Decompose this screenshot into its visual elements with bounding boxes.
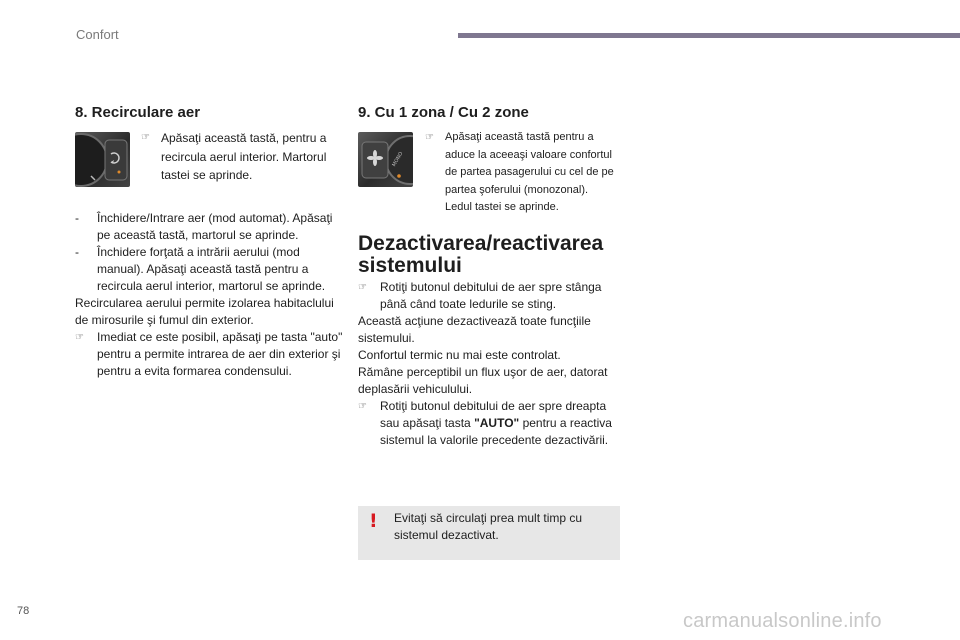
paragraph: Recircularea aerului permite izolarea habitaclului de mirosurile şi fumul din exterior.	[75, 296, 334, 327]
pointing-hand-icon: ☞	[141, 132, 150, 143]
paragraph: Rămâne perceptibil un flux uşor de aer, datorat deplasării vehiculului.	[358, 365, 608, 396]
pointing-hand-icon: ☞	[425, 132, 434, 143]
pointing-hand-icon: ☞	[75, 332, 84, 343]
deactivation-title: Dezactivarea/reactivarea sistemului	[358, 232, 604, 277]
pointing-hand-icon: ☞	[358, 401, 367, 412]
page-number: 78	[17, 605, 30, 617]
list-item-text: Imediat ce este posibil, apăsaţi pe tasta "auto" pentru a permite intrarea de aer din exterior şi pentru a evita formarea condensului.	[97, 330, 343, 378]
section-title-recirculation: 8. Recirculare aer	[75, 104, 201, 121]
svg-text:MONO: MONO	[391, 150, 405, 168]
list-item	[75, 244, 345, 295]
list-item	[75, 210, 345, 244]
zones-intro-text: Apăsaţi această tastă pentru a aduce la aceeaşi valoare confortul de partea pasagerului cu cel de pe partea şoferului (monozonal). Ledul tastei se aprinde.	[445, 131, 614, 213]
deactivation-body	[358, 279, 623, 449]
exclamation-icon: !	[369, 510, 378, 532]
recirculation-intro-text: Apăsaţi această tastă, pentru a recircula aerul interior. Martorul tastei se aprinde.	[161, 131, 327, 182]
warning-text: Evitaţi să circulaţi prea mult timp cu sistemul dezactivat.	[394, 511, 583, 542]
reactivate-text-start: Rotiţi butonul debitului de aer spre dreapta sau apăsaţi tasta	[380, 399, 607, 430]
list-item-text	[358, 398, 623, 449]
recirculation-intro	[141, 129, 337, 185]
list-item	[358, 398, 623, 449]
pointing-hand-icon: ☞	[358, 282, 367, 293]
list-item-text: Rotiţi butonul debitului de aer spre stânga până când toate ledurile se sting.	[380, 280, 602, 311]
header-bar	[458, 33, 960, 38]
recirculation-button-photo	[75, 132, 130, 187]
dash-mark: -	[75, 245, 79, 259]
list-item-text: Închidere forţată a intrării aerului (mod manual). Apăsaţi această tastă pentru a recircula aerul interior, martorul se aprinde.	[97, 245, 326, 293]
dash-mark: -	[75, 211, 79, 225]
section-header: Confort	[76, 27, 119, 42]
zones-intro	[425, 129, 615, 217]
auto-key-label: "AUTO"	[474, 416, 520, 430]
reactivate-text-end: pentru a reactiva sistemul la valorile precedente dezactivării.	[380, 416, 612, 447]
mono-zone-button-photo	[358, 132, 413, 187]
list-item-text: Închidere/Intrare aer (mod automat). Apăsaţi pe această tastă, martorul se aprinde.	[97, 211, 333, 242]
section-title-zones: 9. Cu 1 zona / Cu 2 zone	[358, 104, 529, 121]
list-item	[358, 279, 623, 313]
watermark: carmanualsonline.info	[683, 610, 882, 632]
list-item	[75, 329, 345, 380]
paragraph: Confortul termic nu mai este controlat.	[358, 348, 561, 362]
paragraph: Această acţiune dezactivează toate funcţiile sistemului.	[358, 314, 591, 345]
recirculation-body	[75, 210, 345, 380]
